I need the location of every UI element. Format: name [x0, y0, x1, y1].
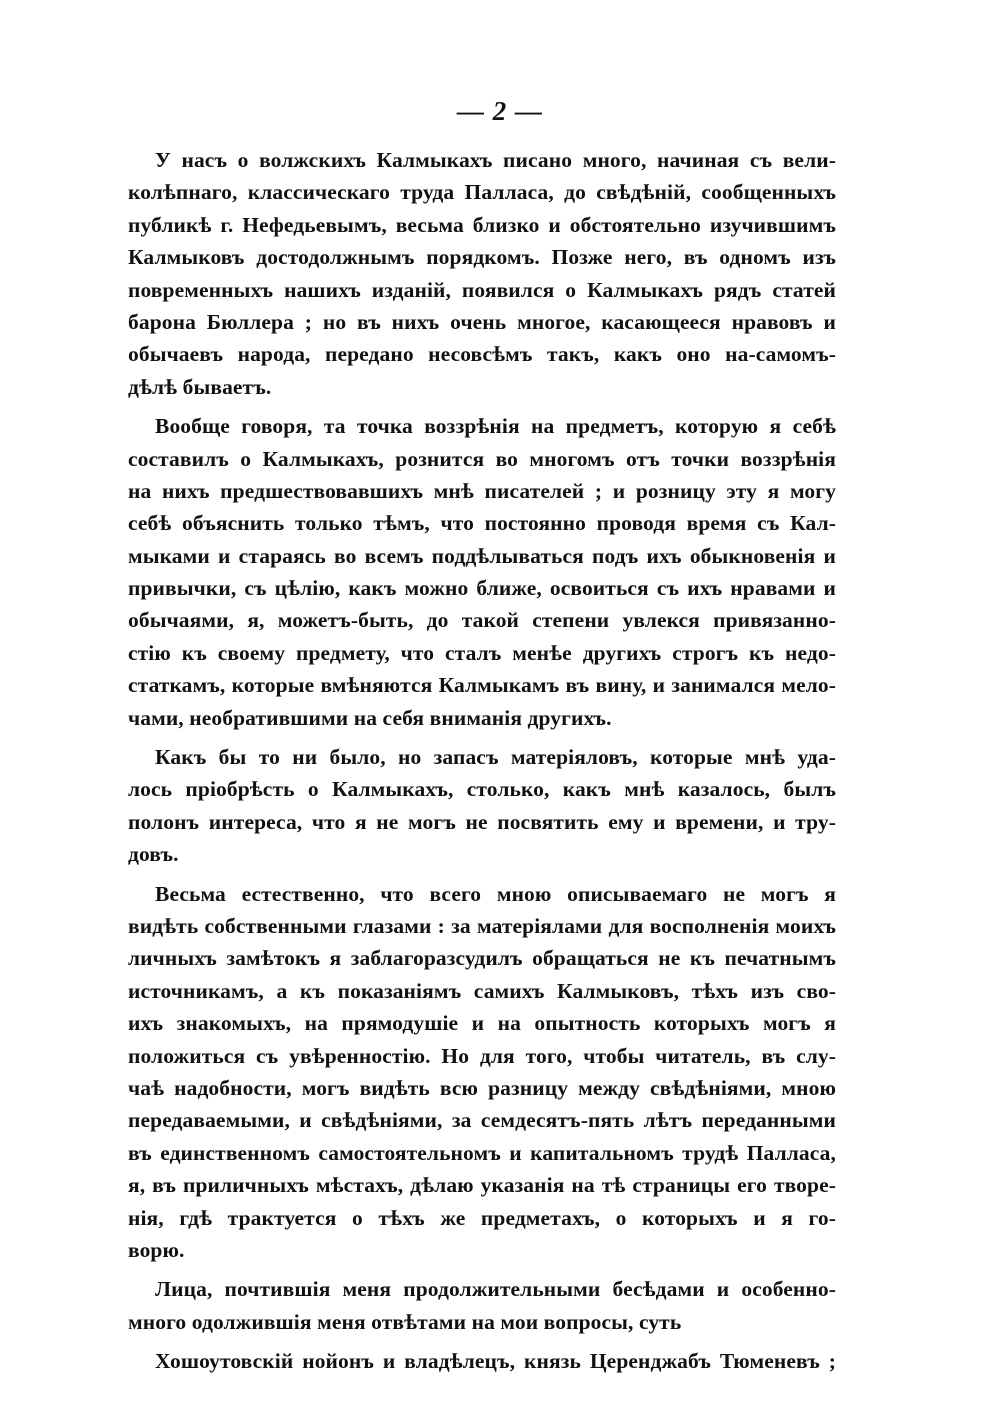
text-line: личныхъ замѣтокъ я заблагоразсудилъ обращаться не къ печатнымъ	[128, 946, 836, 971]
text-line: я, въ приличныхъ мѣстахъ, дѣлаю указанія на тѣ страницы его творе-	[128, 1173, 836, 1198]
body-text	[128, 144, 836, 1384]
text-line: ихъ знакомыхъ, на прямодушіе и на опытность которыхъ могъ я	[128, 1011, 836, 1036]
text-line: У насъ о волжскихъ Калмыкахъ писано много, начиная съ вели-	[155, 148, 836, 172]
text-line: Весьма естественно, что всего мною описываемаго не могъ я	[155, 881, 836, 906]
text-line: много одолжившія меня отвѣтами на мои вопросы, суть	[128, 1309, 682, 1334]
text-line: обычаями, я, можетъ-быть, до такой степени увлекся привязанно-	[128, 608, 836, 633]
paragraph	[128, 1345, 836, 1377]
text-line: нія, гдѣ трактуется о тѣхъ же предметахъ, о которыхъ и я го-	[128, 1205, 836, 1230]
text-line: составилъ о Калмыкахъ, рознится во многомъ отъ точки воззрѣнія	[128, 446, 836, 471]
text-line: барона Бюллера ; но въ нихъ очень многое, касающееся нравовъ и	[128, 309, 836, 334]
text-line: Какъ бы то ни было, но запасъ матеріяловъ, которые мнѣ уда-	[155, 745, 836, 770]
text-line: на нихъ предшествовавшихъ мнѣ писателей ; и розницу эту я могу	[128, 478, 836, 503]
text-line: видѣть собственными глазами : за матеріялами для восполненія моихъ	[128, 913, 836, 938]
text-line: статкамъ, которые вмѣняются Калмыкамъ въ вину, и занимался мело-	[128, 673, 836, 698]
text-line: чаѣ надобности, могъ видѣть всю разницу между свѣдѣніями, мною	[128, 1075, 836, 1100]
text-line: публикѣ г. Нефедьевымъ, весьма близко и обстоятельно изучившимъ	[128, 212, 836, 237]
text-line: положиться съ увѣренностію. Но для того, чтобы читатель, въ слу-	[128, 1043, 836, 1068]
text-line: источникамъ, а къ показаніямъ самихъ Калмыковъ, тѣхъ изъ сво-	[128, 978, 836, 1003]
paragraph	[128, 144, 836, 403]
text-line: передаваемыми, и свѣдѣніями, за семдесятъ-пять лѣтъ переданными	[128, 1108, 836, 1133]
text-line: довъ.	[128, 842, 179, 867]
paragraph	[128, 878, 836, 1267]
text-line: дѣлѣ бываетъ.	[128, 374, 272, 399]
text-line: обычаевъ народа, передано несовсѣмъ такъ, какъ оно на-самомъ-	[128, 342, 836, 367]
text-line: въ единственномъ самостоятельномъ и капитальномъ трудѣ Палласа,	[128, 1140, 836, 1165]
paragraph	[128, 410, 836, 734]
text-line: чами, необратившими на себя вниманія другихъ.	[128, 705, 612, 730]
text-line: Вообще говоря, та точка воззрѣнія на предметъ, которую я себѣ	[155, 414, 836, 439]
text-line: Калмыковъ достодолжнымъ порядкомъ. Позже него, въ одномъ изъ	[128, 245, 836, 270]
text-line: повременныхъ нашихъ изданій, появился о Калмыкахъ рядъ статей	[128, 277, 836, 302]
paragraph	[128, 741, 836, 871]
page-number: — 2 —	[457, 96, 543, 126]
text-line: колѣпнаго, классическаго труда Палласа, до свѣдѣній, сообщенныхъ	[128, 180, 836, 205]
text-line: полонъ интереса, что я не могъ не посвятить ему и времени, и тру-	[128, 809, 836, 834]
paragraph	[128, 1273, 836, 1338]
text-line: Хошоутовскій нойонъ и владѣлецъ, князь Церенджабъ Тюменевъ ;	[155, 1349, 836, 1374]
text-line: лось пріобрѣсть о Калмыкахъ, столько, какъ мнѣ казалось, былъ	[128, 777, 836, 802]
text-line: стію къ своему предмету, что сталъ менѣе другихъ строгъ къ недо-	[128, 640, 836, 665]
text-line: ворю.	[128, 1237, 185, 1262]
text-line: привычки, съ цѣлію, какъ можно ближе, освоиться съ ихъ нравами и	[128, 576, 836, 601]
text-line: себѣ объяснить только тѣмъ, что постоянно проводя время съ Кал-	[128, 511, 836, 536]
text-line: мыками и стараясь во всемъ поддѣлываться подъ ихъ обыкновенія и	[128, 543, 836, 568]
text-line: Лица, почтившія меня продолжительными бесѣдами и особенно-	[155, 1277, 836, 1302]
